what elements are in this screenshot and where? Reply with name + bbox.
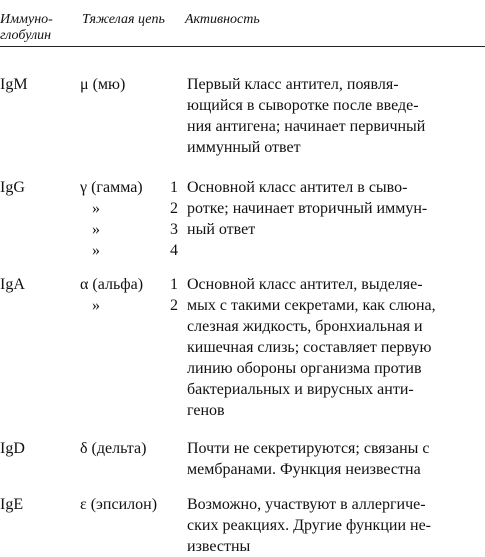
activity — [187, 177, 483, 240]
activity-line: иммунный ответ — [187, 139, 301, 156]
heavy-chain — [80, 494, 157, 515]
activity-line: ния антигена; начинает первичный — [187, 118, 426, 135]
activity — [187, 274, 483, 421]
subclass-number: 3 — [170, 221, 178, 238]
activity-line: ротке; начинает вторичный иммун- — [187, 200, 428, 217]
heavy-chain-line: γ (гамма) — [80, 179, 143, 196]
subclass-numbers — [160, 274, 178, 316]
activity — [187, 74, 483, 158]
ig-name: IgM — [0, 76, 28, 93]
heavy-chain-line: δ (дельта) — [80, 440, 147, 457]
heavy-chain-line: α (альфа) — [80, 276, 144, 293]
activity-line: мых с такими секретами, как слюна, — [187, 297, 436, 314]
table-header — [0, 6, 485, 46]
ditto-mark: » — [92, 242, 100, 259]
activity-line: Возможно, участвуют в аллергиче- — [187, 496, 426, 513]
activity-line: ских реакциях. Другие функции не- — [187, 517, 432, 534]
subclass-numbers — [160, 177, 178, 261]
subclass-number: 1 — [170, 276, 178, 293]
activity-line: ющийся в сыворотке после введе- — [187, 97, 419, 114]
activity-line: Почти не секретируются; связаны с — [187, 440, 430, 457]
header-immunoglobulin-line1: Иммуно- — [0, 12, 53, 27]
subclass-number: 1 — [170, 179, 178, 196]
ig-name: IgG — [0, 179, 25, 196]
activity-line: линию обороны организма против — [187, 360, 422, 377]
heavy-chain — [80, 438, 146, 459]
activity — [187, 494, 483, 557]
activity-line: генов — [187, 402, 225, 419]
header-heavy-chain: Тяжелая цепь — [82, 12, 165, 27]
activity-line: кишечная слизь; составляет первую — [187, 339, 432, 356]
ig-name: IgE — [0, 496, 24, 513]
activity-line: мембранами. Функция неизвестна — [187, 461, 421, 478]
heavy-chain — [80, 177, 143, 261]
subclass-number: 2 — [170, 297, 178, 314]
header-immunoglobulin — [0, 12, 80, 44]
heavy-chain — [80, 274, 143, 316]
ditto-mark: » — [92, 200, 100, 217]
heavy-chain-line: ε (эпсилон) — [80, 496, 158, 513]
subclass-number: 4 — [170, 242, 178, 259]
ig-name: IgD — [0, 440, 25, 457]
header-immunoglobulin-line2: глобулин — [0, 28, 52, 43]
activity — [187, 438, 483, 480]
ditto-mark: » — [92, 221, 100, 238]
activity-line: слезная жидкость, бронхиальная и — [187, 318, 423, 335]
ditto-mark: » — [92, 297, 100, 314]
heavy-chain — [80, 74, 125, 95]
activity-line: ный ответ — [187, 221, 256, 238]
activity-line: бактериальных и вирусных анти- — [187, 381, 414, 398]
header-divider — [0, 46, 485, 47]
activity-line: Первый класс антител, появля- — [187, 76, 399, 93]
ig-name: IgA — [0, 276, 25, 293]
activity-line: Основной класс антител, выделяе- — [187, 276, 423, 293]
activity-line: Основной класс антител в сыво- — [187, 179, 408, 196]
heavy-chain-line: μ (мю) — [80, 76, 126, 93]
header-activity: Активность — [185, 12, 260, 27]
activity-line: известны — [187, 538, 251, 555]
subclass-number: 2 — [170, 200, 178, 217]
